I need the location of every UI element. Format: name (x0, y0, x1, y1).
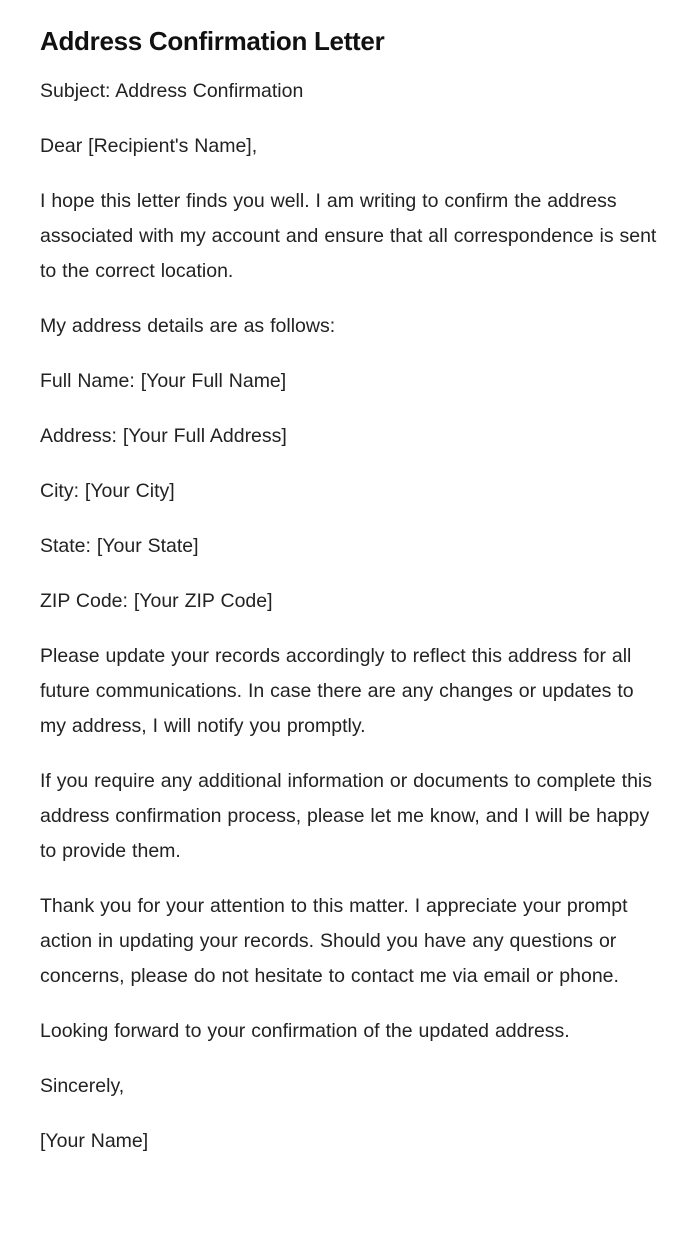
additional-info-paragraph: If you require any additional information or documents to complete this address confirmation process, please let me know, and I will be happy to provide them. (40, 770, 652, 862)
intro-paragraph: I hope this letter finds you well. I am writing to confirm the address associated with my account and ensure that all correspondence is sent to the correct location. (40, 190, 657, 282)
sign-off: Sincerely, (40, 1075, 125, 1097)
signature: [Your Name] (40, 1130, 149, 1152)
address-line: Address: [Your Full Address] (40, 425, 287, 447)
subject-line: Subject: Address Confirmation (40, 80, 304, 102)
letter-title: Address Confirmation Letter (40, 26, 385, 56)
full-name-line: Full Name: [Your Full Name] (40, 370, 287, 392)
closing-line: Looking forward to your confirmation of the updated address. (40, 1020, 570, 1042)
zip-line: ZIP Code: [Your ZIP Code] (40, 590, 273, 612)
salutation: Dear [Recipient's Name], (40, 135, 258, 157)
update-request-paragraph: Please update your records accordingly to reflect this address for all future communications. In case there are any changes or updates to my address, I will notify you promptly. (40, 645, 634, 737)
thanks-paragraph: Thank you for your attention to this matter. I appreciate your prompt action in updating your records. Should you have any questions or concerns, please do not hesitate to contact me via email or phone. (40, 895, 628, 987)
details-intro: My address details are as follows: (40, 315, 336, 337)
city-line: City: [Your City] (40, 480, 175, 502)
state-line: State: [Your State] (40, 535, 199, 557)
